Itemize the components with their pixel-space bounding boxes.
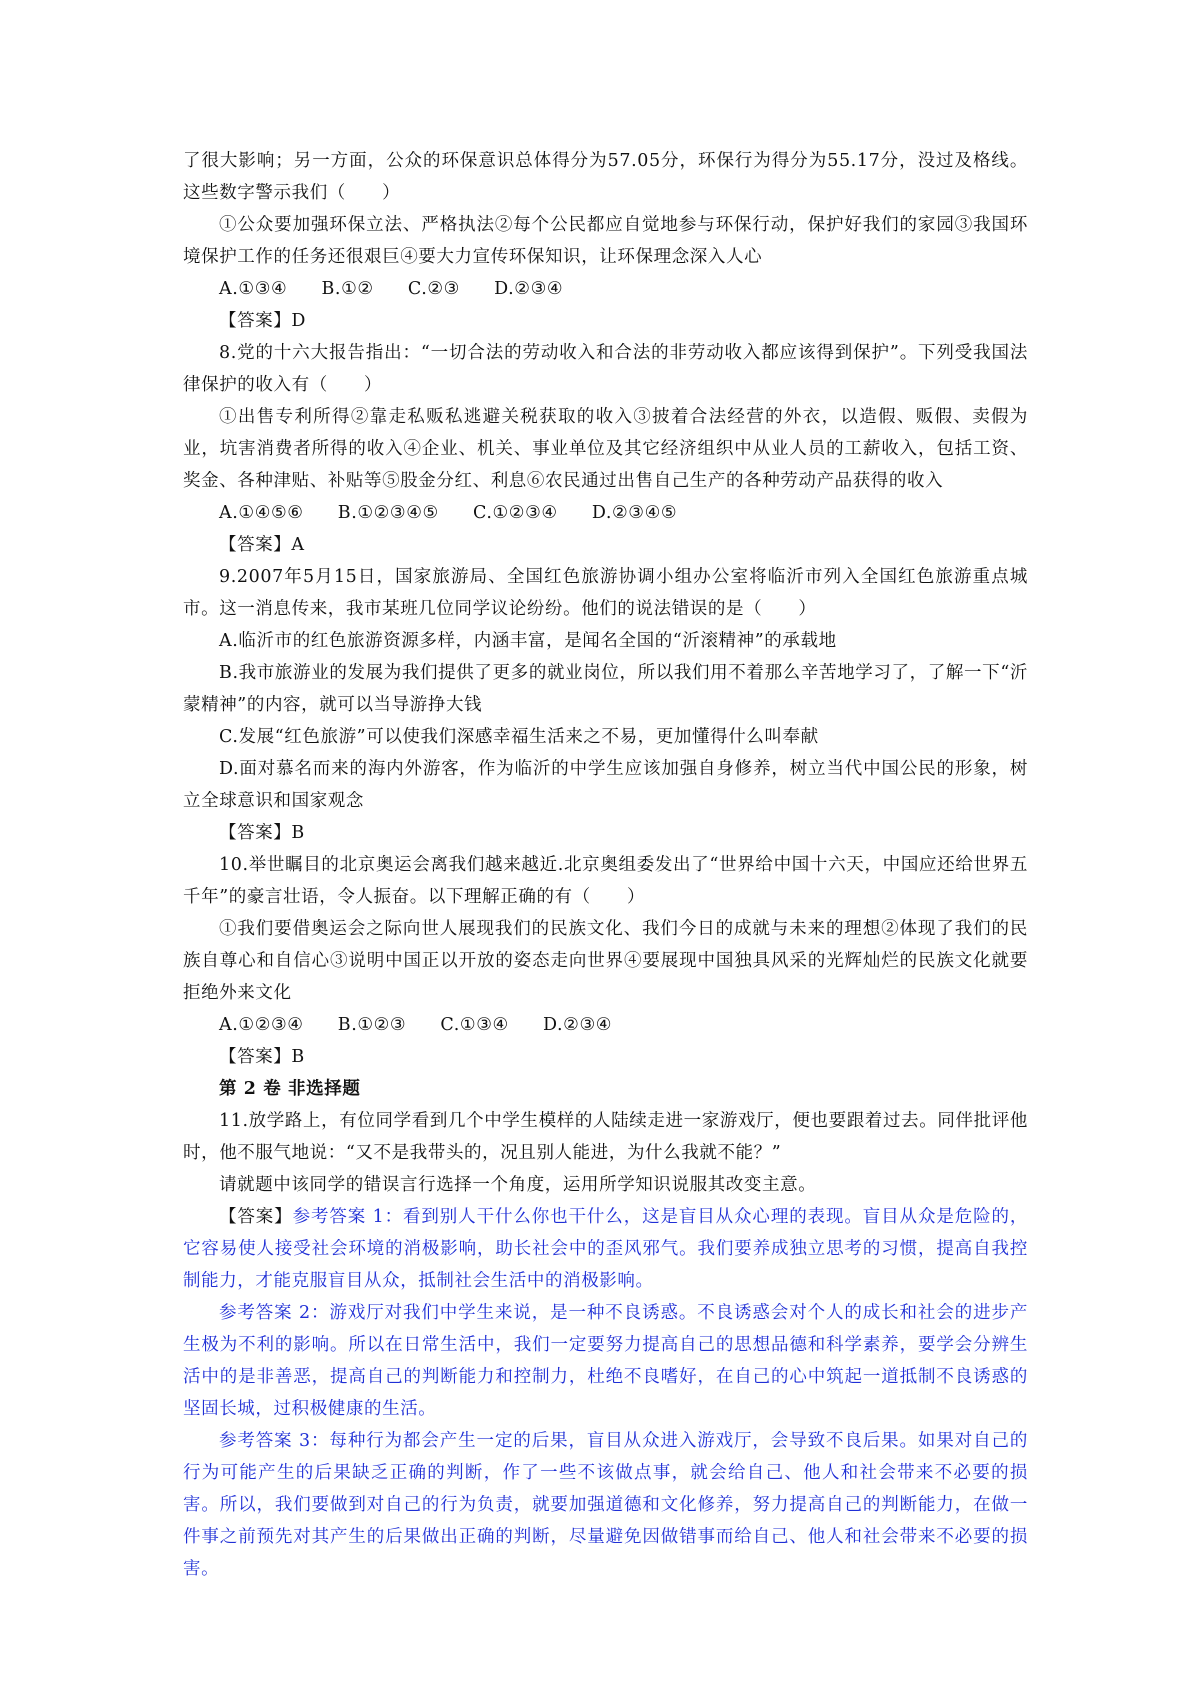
q9-option-d: D.面对慕名而来的海内外游客，作为临沂的中学生应该加强自身修养，树立当代中国公民的形象，树立全球意识和国家观念 — [183, 759, 1028, 811]
q7-option-a: A.①③④ — [219, 279, 288, 299]
q8-option-b: B.①②③④⑤ — [337, 503, 439, 523]
q10-stem: 10.举世瞩目的北京奥运会离我们越来越近.北京奥组委发出了“世界给中国十六天，中国应还给世界五千年”的豪言壮语，令人振奋。以下理解正确的有（ ） — [183, 855, 1028, 907]
q10-answer: 【答案】B — [219, 1047, 305, 1067]
q9-stem: 9.2007年5月15日，国家旅游局、全国红色旅游协调小组办公室将临沂市列入全国红色旅游重点城市。这一消息传来，我市某班几位同学议论纷纷。他们的说法错误的是（ ） — [183, 567, 1028, 619]
q10-statements: ①我们要借奥运会之际向世人展现我们的民族文化、我们今日的成就与未来的理想②体现了我们的民族自尊心和自信心③说明中国正以开放的姿态走向世界④要展现中国独具风采的光辉灿烂的民族文化就要拒绝外来文化 — [183, 919, 1028, 1003]
q7-answer: 【答案】D — [219, 311, 307, 331]
q11-reference-answer-2: 参考答案 2：游戏厅对我们中学生来说，是一种不良诱惑。不良诱惑会对个人的成长和社会的进步产生极为不利的影响。所以在日常生活中，我们一定要努力提高自己的思想品德和科学素养，要学会分辨生活中的是非善恶，提高自己的判断能力和控制力，杜绝不良嗜好，在自己的心中筑起一道抵制不良诱惑的坚固长城，过积极健康的生活。 — [183, 1303, 1028, 1419]
q10-option-b: B.①②③ — [337, 1015, 407, 1035]
q9-answer: 【答案】B — [219, 823, 305, 843]
q10-option-a: A.①②③④ — [219, 1015, 304, 1035]
q8-options — [183, 497, 1028, 529]
q8-option-c: C.①②③④ — [472, 503, 558, 523]
q11-reference-answer-1: 参考答案 1：看到别人干什么你也干什么，这是盲目从众心理的表现。盲目从众是危险的，它容易使人接受社会环境的消极影响，助长社会中的歪风邪气。我们要养成独立思考的习惯，提高自我控制能力，才能克服盲目从众，抵制社会生活中的消极影响。 — [183, 1207, 1029, 1291]
q8-option-a: A.①④⑤⑥ — [219, 503, 304, 523]
q7-statements: ①公众要加强环保立法、严格执法②每个公民都应自觉地参与环保行动，保护好我们的家园③我国环境保护工作的任务还很艰巨④要大力宣传环保知识，让环保理念深入人心 — [183, 215, 1028, 267]
q10-options — [183, 1009, 1028, 1041]
q8-stem: 8.党的十六大报告指出：“一切合法的劳动收入和合法的非劳动收入都应该得到保护”。下列受我国法律保护的收入有（ ） — [183, 343, 1028, 395]
q9-option-a: A.临沂市的红色旅游资源多样，内涵丰富，是闻名全国的“沂滚精神”的承载地 — [219, 631, 837, 651]
section-2-title: 第 2 卷 非选择题 — [219, 1079, 361, 1099]
q7-stem-continued: 了很大影响；另一方面，公众的环保意识总体得分为57.05分，环保行为得分为55.17分，没过及格线。这些数字警示我们（ ） — [183, 151, 1028, 203]
q7-options — [183, 273, 1028, 305]
q11-answer-ref1 — [183, 1201, 1028, 1297]
q8-answer: 【答案】A — [219, 535, 305, 555]
q11-prompt: 请就题中该同学的错误言行选择一个角度，运用所学知识说服其改变主意。 — [219, 1175, 817, 1195]
q7-option-c: C.②③ — [407, 279, 460, 299]
document-body — [183, 145, 1028, 1585]
q7-option-b: B.①② — [321, 279, 374, 299]
q9-option-c: C.发展“红色旅游”可以使我们深感幸福生活来之不易，更加懂得什么叫奉献 — [219, 727, 819, 747]
q10-option-c: C.①③④ — [440, 1015, 509, 1035]
q11-answer-label: 【答案】 — [219, 1207, 293, 1227]
q11-stem: 11.放学路上，有位同学看到几个中学生模样的人陆续走进一家游戏厅，便也要跟着过去。同伴批评他时，他不服气地说：“又不是我带头的，况且别人能进，为什么我就不能？” — [183, 1111, 1028, 1163]
q11-reference-answer-3: 参考答案 3：每种行为都会产生一定的后果，盲目从众进入游戏厅，会导致不良后果。如果对自己的行为可能产生的后果缺乏正确的判断，作了一些不该做点事，就会给自己、他人和社会带来不必要的损害。所以，我们要做到对自己的行为负责，就要加强道德和文化修养，努力提高自己的判断能力，在做一件事之前预先对其产生的后果做出正确的判断，尽量避免因做错事而给自己、他人和社会带来不必要的损害。 — [183, 1431, 1028, 1579]
q7-option-d: D.②③④ — [494, 279, 564, 299]
q8-option-d: D.②③④⑤ — [591, 503, 678, 523]
q9-option-b: B.我市旅游业的发展为我们提供了更多的就业岗位，所以我们用不着那么辛苦地学习了，了解一下“沂蒙精神”的内容，就可以当导游挣大钱 — [183, 663, 1028, 715]
q8-statements: ①出售专利所得②靠走私贩私逃避关税获取的收入③披着合法经营的外衣，以造假、贩假、卖假为业，坑害消费者所得的收入④企业、机关、事业单位及其它经济组织中从业人员的工薪收入，包括工资、奖金、各种津贴、补贴等⑤股金分红、利息⑥农民通过出售自己生产的各种劳动产品获得的收入 — [183, 407, 1028, 491]
q10-option-d: D.②③④ — [542, 1015, 613, 1035]
